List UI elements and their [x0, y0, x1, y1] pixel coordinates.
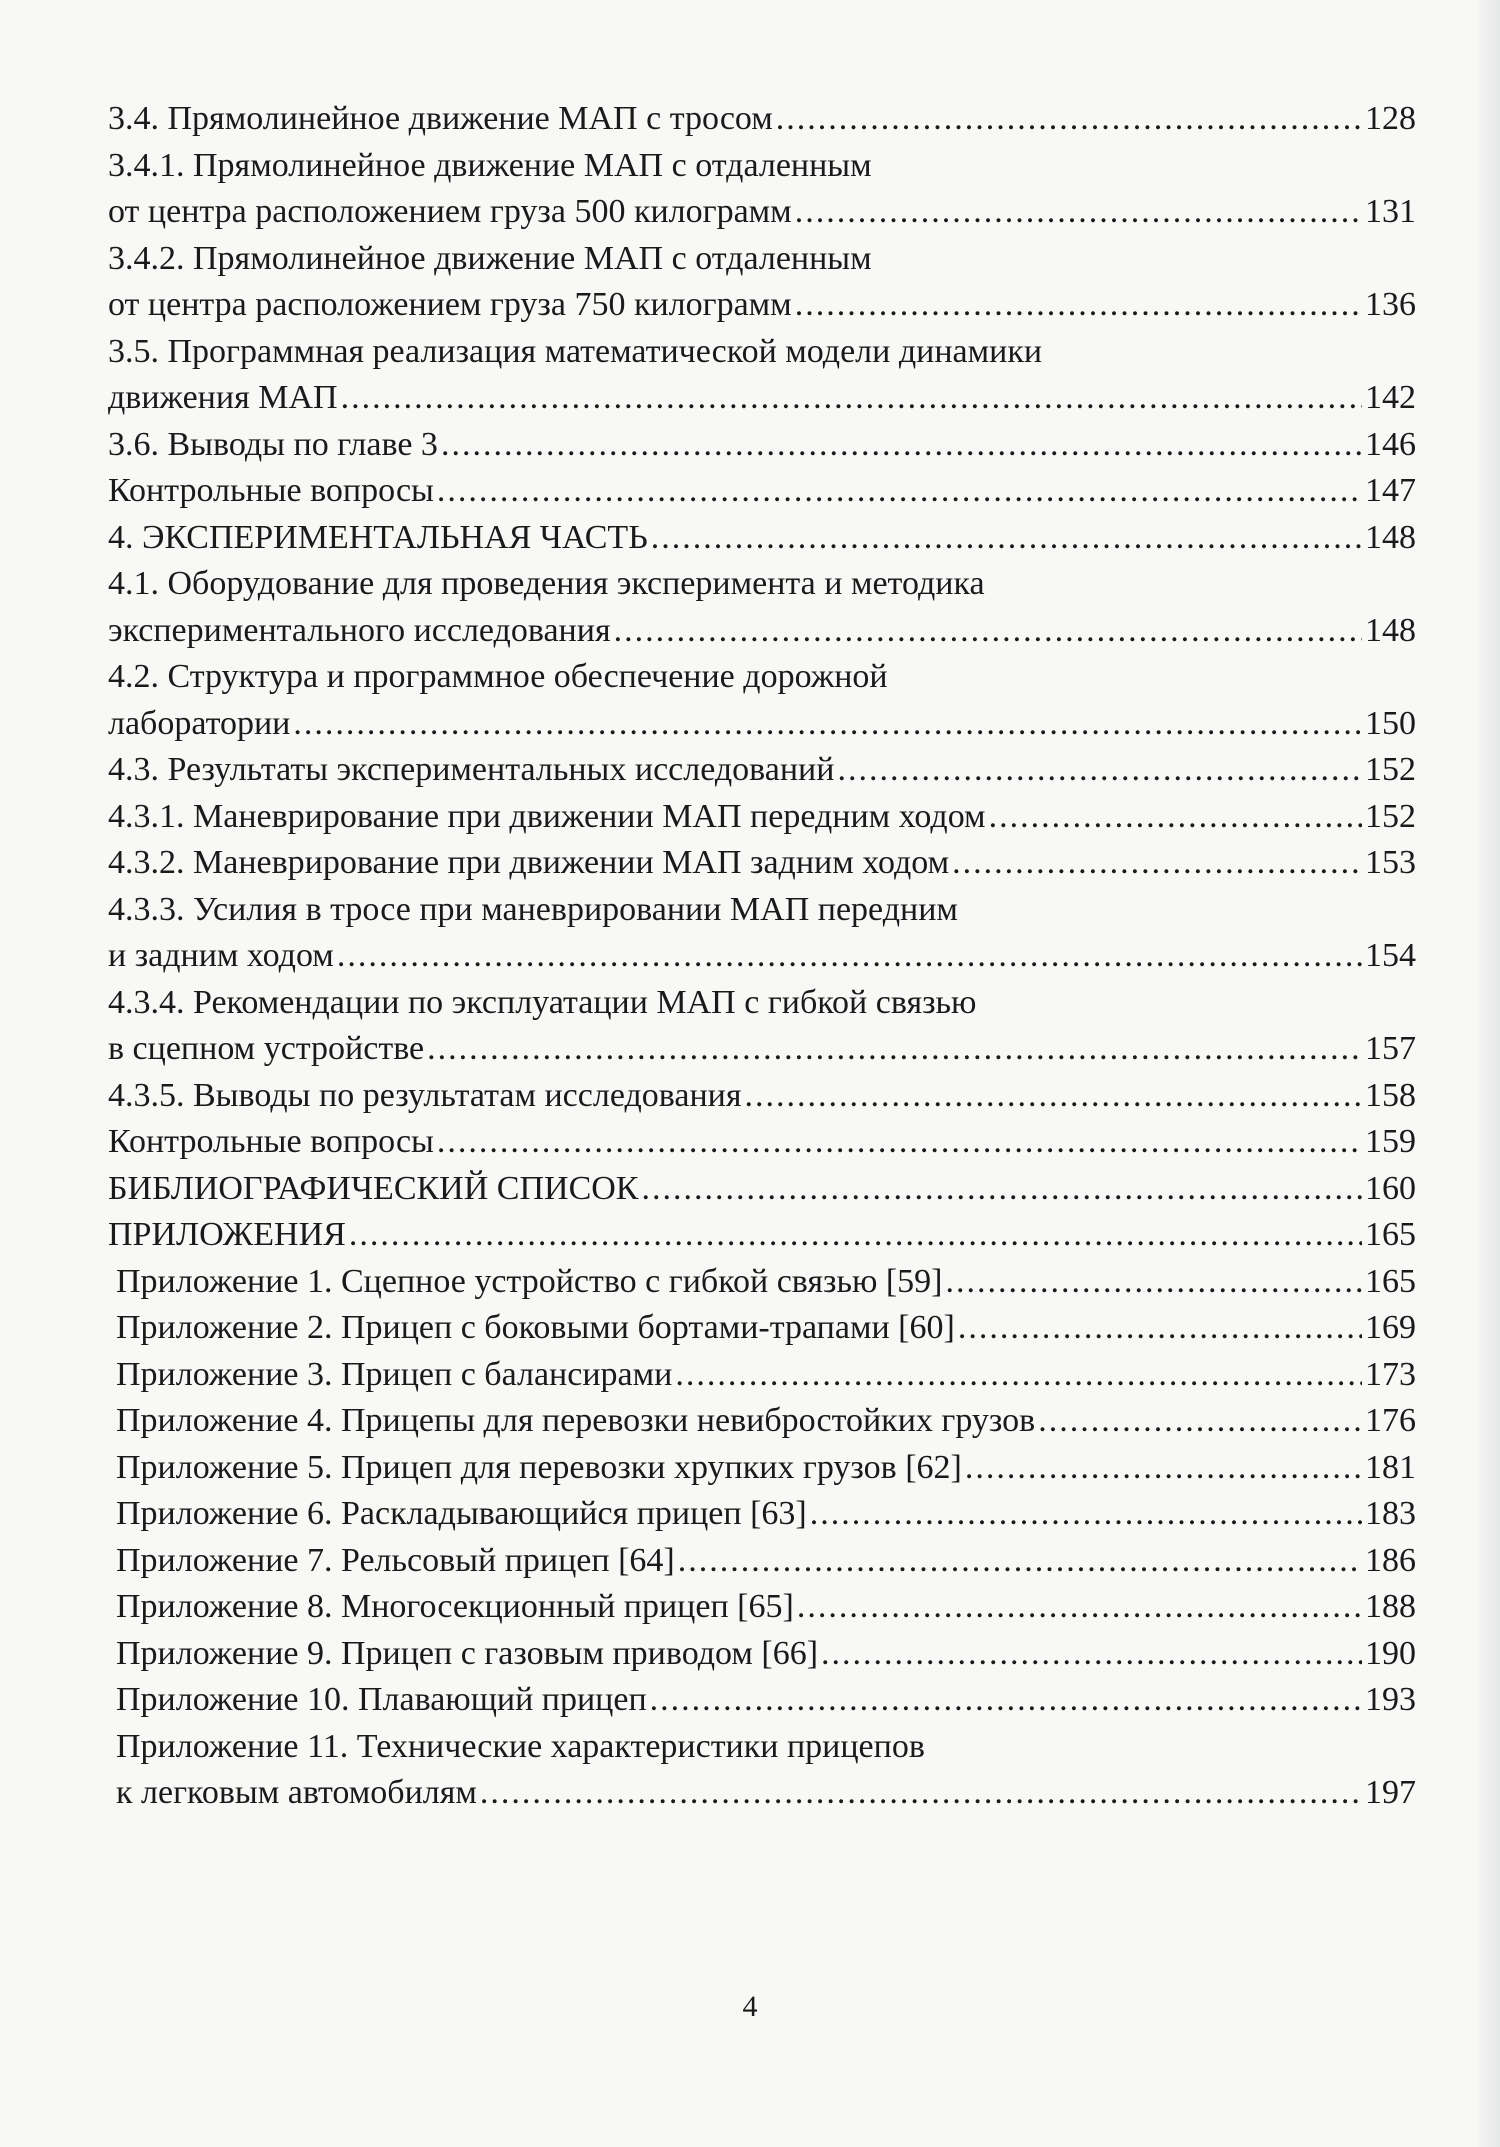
toc-entry-page: 176: [1365, 1402, 1416, 1439]
toc-leader-dots: [958, 1305, 1362, 1352]
toc-entry-title: лаборатории: [108, 704, 291, 742]
toc-entry-title: к легковым автомобилям: [116, 1774, 477, 1811]
toc-entry: [108, 236, 1416, 283]
toc-entry: [108, 1026, 1416, 1073]
toc-leader-dots: [650, 1677, 1362, 1724]
toc-entry-page: 142: [1365, 379, 1416, 416]
toc-entry-title: 4. ЭКСПЕРИМЕНТАЛЬНАЯ ЧАСТЬ: [108, 518, 648, 556]
toc-leader-dots: [427, 1026, 1362, 1073]
toc-entry: [108, 933, 1416, 980]
toc-entry: [108, 1166, 1416, 1213]
toc-entry-title: 4.2. Структура и программное обеспечение дорожной: [108, 658, 888, 695]
toc-leader-dots: [437, 468, 1362, 515]
toc-entry-title: 3.4. Прямолинейное движение МАП с тросом: [108, 100, 773, 137]
toc-entry-page: 131: [1365, 193, 1416, 230]
toc-leader-dots: [776, 96, 1362, 143]
toc-entry: [108, 1631, 1416, 1678]
toc-entry-title: Приложение 2. Прицеп с боковыми бортами-трапами [60]: [116, 1309, 955, 1346]
toc-entry-title: Приложение 7. Рельсовый прицеп [64]: [116, 1541, 675, 1579]
toc-entry: [108, 143, 1416, 190]
toc-entry: [108, 654, 1416, 701]
toc-entry: [108, 1770, 1416, 1817]
toc-leader-dots: [795, 189, 1362, 236]
toc-leader-dots: [965, 1445, 1362, 1492]
toc-entry: [108, 561, 1416, 608]
toc-entry-page: 136: [1365, 286, 1416, 323]
toc-leader-dots: [642, 1166, 1363, 1213]
toc-entry-title: 4.3. Результаты экспериментальных исследований: [108, 751, 835, 788]
toc-leader-dots: [946, 1259, 1362, 1306]
toc-entry-title: 4.3.4. Рекомендации по эксплуатации МАП с гибкой связью: [108, 983, 977, 1021]
toc-entry-page: 154: [1365, 937, 1416, 974]
toc-entry-title: 4.3.1. Маневрирование при движении МАП передним ходом: [108, 797, 986, 835]
toc-entry: [108, 1305, 1416, 1352]
toc-leader-dots: [821, 1631, 1362, 1678]
toc-entry-page: 188: [1365, 1588, 1416, 1625]
toc-entry: [108, 1677, 1416, 1724]
toc-entry: [108, 794, 1416, 841]
toc-entry: [108, 1352, 1416, 1399]
toc-leader-dots: [837, 747, 1362, 794]
toc-leader-dots: [437, 1119, 1362, 1166]
toc-entry: [108, 375, 1416, 422]
toc-leader-dots: [341, 375, 1362, 422]
toc-entry: [108, 515, 1416, 562]
toc-entry-title: БИБЛИОГРАФИЧЕСКИЙ СПИСОК: [108, 1169, 639, 1207]
toc-entry-title: 3.6. Выводы по главе 3: [108, 425, 438, 463]
toc-entry: [108, 840, 1416, 887]
toc-entry-title: Приложение 11. Технические характеристики прицепов: [116, 1727, 925, 1765]
toc-entry: [108, 701, 1416, 748]
toc-entry-page: 165: [1365, 1216, 1416, 1253]
toc-leader-dots: [293, 701, 1362, 748]
toc-entry-page: 181: [1365, 1448, 1416, 1486]
toc-entry-title: Приложение 3. Прицеп с балансирами: [116, 1355, 673, 1393]
toc-entry-title: Приложение 1. Сцепное устройство с гибкой связью [59]: [116, 1262, 943, 1300]
toc-entry-title: Контрольные вопросы: [108, 1123, 434, 1160]
toc-entry-title: 4.3.2. Маневрирование при движении МАП задним ходом: [108, 844, 950, 881]
toc-entry-page: 152: [1365, 797, 1416, 835]
toc-leader-dots: [480, 1770, 1362, 1817]
toc-entry-title: 3.4.2. Прямолинейное движение МАП с отдаленным: [108, 239, 872, 277]
toc-entry-title: Приложение 9. Прицеп с газовым приводом [66]: [116, 1634, 819, 1672]
toc-entry: [108, 282, 1416, 329]
toc-entry-page: 128: [1365, 100, 1416, 137]
toc-entry-title: 4.1. Оборудование для проведения эксперимента и методика: [108, 565, 985, 602]
toc-entry-page: 183: [1365, 1495, 1416, 1532]
toc-entry-page: 186: [1365, 1541, 1416, 1579]
toc-entry-page: 169: [1365, 1309, 1416, 1346]
toc-leader-dots: [651, 515, 1362, 562]
toc-entry-title: 4.3.5. Выводы по результатам исследования: [108, 1076, 742, 1114]
toc-entry-page: 153: [1365, 844, 1416, 881]
toc-entry: [108, 980, 1416, 1027]
toc-entry: [108, 329, 1416, 376]
page-edge-shadow: [1478, 0, 1500, 2147]
toc-leader-dots: [614, 608, 1362, 655]
toc-entry: [108, 422, 1416, 469]
toc-entry-title: Приложение 4. Прицепы для перевозки невибростойких грузов: [116, 1402, 1036, 1439]
toc-leader-dots: [952, 840, 1362, 887]
toc-entry-title: ПРИЛОЖЕНИЯ: [108, 1216, 346, 1253]
toc-entry-page: 165: [1365, 1262, 1416, 1300]
toc-entry-page: 157: [1365, 1030, 1416, 1067]
toc-entry-page: 173: [1365, 1355, 1416, 1393]
toc-entry: [108, 1259, 1416, 1306]
toc-entry-title: Приложение 8. Многосекционный прицеп [65]: [116, 1588, 794, 1625]
toc-entry-title: и задним ходом: [108, 937, 334, 974]
toc-entry: [108, 1491, 1416, 1538]
toc-leader-dots: [797, 1584, 1362, 1631]
toc-entry: [108, 608, 1416, 655]
toc-entry-page: 146: [1365, 425, 1416, 463]
toc-entry-page: 197: [1365, 1774, 1416, 1811]
toc-leader-dots: [675, 1352, 1362, 1399]
toc-entry-title: 3.5. Программная реализация математической модели динамики: [108, 332, 1043, 370]
toc-entry-page: 147: [1365, 472, 1416, 509]
toc-entry: [108, 1538, 1416, 1585]
toc-entry: [108, 96, 1416, 143]
toc-entry-title: Приложение 10. Плавающий прицеп: [116, 1681, 647, 1718]
toc-leader-dots: [989, 794, 1362, 841]
toc-leader-dots: [337, 933, 1362, 980]
toc-entry-title: от центра расположением груза 750 килограмм: [108, 286, 792, 323]
toc-entry-title: 3.4.1. Прямолинейное движение МАП с отдаленным: [108, 146, 872, 184]
toc-entry-page: 148: [1365, 611, 1416, 649]
toc-entry-page: 159: [1365, 1123, 1416, 1160]
toc-entry-title: Приложение 5. Прицеп для перевозки хрупких грузов [62]: [116, 1448, 962, 1486]
toc-leader-dots: [1038, 1398, 1362, 1445]
toc-entry: [108, 747, 1416, 794]
toc-entry: [108, 1584, 1416, 1631]
table-of-contents: [108, 96, 1416, 1817]
toc-entry: [108, 887, 1416, 934]
toc-entry: [108, 1398, 1416, 1445]
toc-entry-title: от центра расположением груза 500 килограмм: [108, 193, 792, 230]
toc-entry-page: 148: [1365, 518, 1416, 556]
toc-entry-page: 160: [1365, 1169, 1416, 1207]
toc-entry-page: 158: [1365, 1076, 1416, 1114]
toc-entry-page: 152: [1365, 751, 1416, 788]
toc-entry: [108, 1724, 1416, 1771]
toc-leader-dots: [349, 1212, 1362, 1259]
toc-leader-dots: [810, 1491, 1362, 1538]
toc-entry-title: движения МАП: [108, 379, 338, 416]
toc-entry-page: 150: [1365, 704, 1416, 742]
toc-entry: [108, 1119, 1416, 1166]
toc-entry-page: 193: [1365, 1681, 1416, 1718]
toc-leader-dots: [795, 282, 1362, 329]
toc-leader-dots: [678, 1538, 1362, 1585]
toc-entry: [108, 468, 1416, 515]
toc-entry: [108, 189, 1416, 236]
toc-entry-title: Контрольные вопросы: [108, 472, 434, 509]
page-number: 4: [742, 1990, 758, 2023]
toc-entry-page: 190: [1365, 1634, 1416, 1672]
toc-entry-title: Приложение 6. Раскладывающийся прицеп [63]: [116, 1495, 807, 1532]
toc-entry-title: в сцепном устройстве: [108, 1030, 425, 1067]
toc-entry: [108, 1212, 1416, 1259]
toc-entry: [108, 1073, 1416, 1120]
toc-entry: [108, 1445, 1416, 1492]
toc-entry-title: 4.3.3. Усилия в тросе при маневрировании МАП передним: [108, 890, 958, 928]
toc-leader-dots: [744, 1073, 1362, 1120]
toc-leader-dots: [441, 422, 1362, 469]
toc-entry-title: экспериментального исследования: [108, 611, 611, 649]
